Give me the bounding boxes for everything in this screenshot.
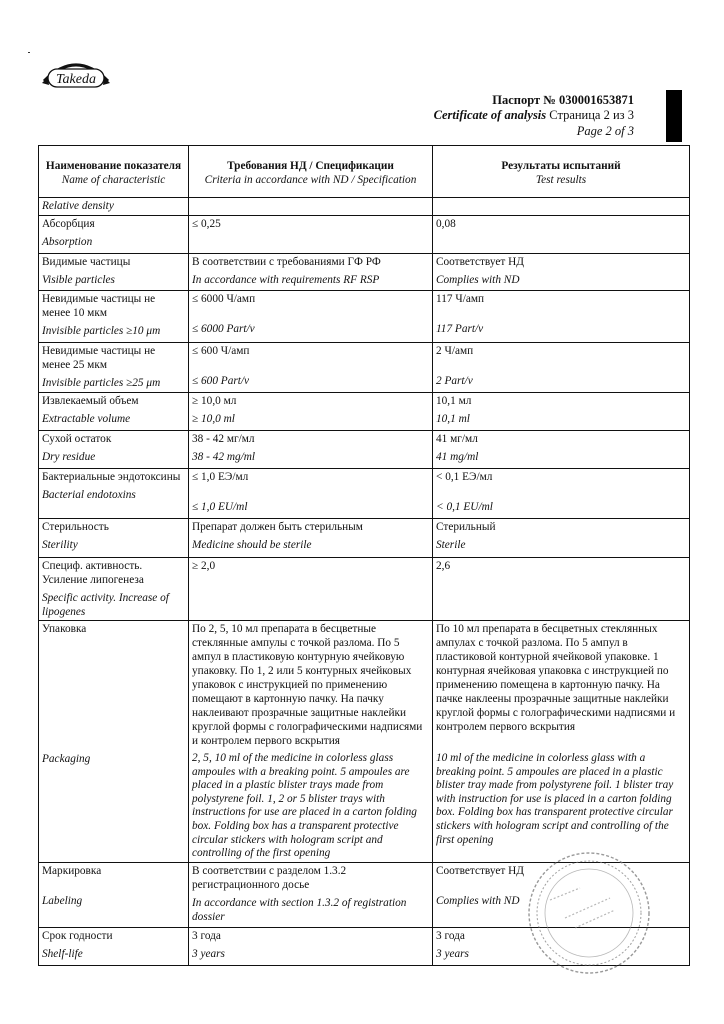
name-ru: Абсорбция: [42, 218, 95, 230]
header-name: [39, 146, 189, 198]
result-ru: 0,08: [436, 218, 456, 230]
result-ru: Соответствует НД: [436, 256, 525, 268]
cell-result: [433, 863, 690, 928]
result-ru: Соответствует НД: [436, 865, 525, 877]
cell-spec: [189, 928, 433, 966]
name-ru: Невидимые частицы не менее 10 мкм: [42, 293, 156, 319]
cell-result: [433, 254, 690, 291]
name-en: Invisible particles ≥10 μm: [42, 325, 161, 337]
spec-ru: Препарат должен быть стерильным: [192, 521, 363, 533]
spec-ru: По 2, 5, 10 мл препарата в бесцветные стеклянные ампулы с точкой разлома. По 5 ампул в пластиковую контурную ячейковую упаковку. По 1, 2 или 5 контурных ячейковых упаковок с инструкцией по применению помещают в картонную пачку. На пачку наклеивают прозрачные защитные наклейки круглой формы с голографическими надписями и контролем первого вскрытия: [192, 623, 423, 747]
cell-spec: [189, 291, 433, 343]
cell-result: [433, 216, 690, 254]
name-ru: Бактериальные эндотоксины: [42, 471, 181, 483]
name-en: Shelf-life: [42, 948, 83, 960]
spec-ru: 38 - 42 мг/мл: [192, 433, 255, 445]
cell-name: [39, 621, 189, 863]
header-name-en: Name of characteristic: [61, 174, 166, 186]
name-en: Specific activity. Increase of lipogenes: [42, 592, 169, 618]
cell-spec: [189, 198, 433, 216]
header-result-ru: Результаты испытаний: [501, 160, 621, 172]
table-row: [39, 558, 690, 621]
table-row: [39, 198, 690, 216]
spec-ru: ≤ 1,0 ЕЭ/мл: [192, 471, 249, 483]
spec-ru: В соответствии с разделом 1.3.2 регистрационного досье: [192, 865, 347, 891]
table-row: [39, 621, 690, 863]
spec-en: Medicine should be sterile: [192, 539, 312, 551]
name-en: Extractable volume: [42, 413, 131, 425]
scan-speck: [28, 52, 30, 53]
spec-en: 2, 5, 10 ml of the medicine in colorless glass ampoules with a breaking point. 5 ampoules are placed in a plastic blister trays made from polystyrene foil. 1, 2 or 5 blister trays with instructions for use are placed in a carton folding box. Folding box has a transparent protective circular stickers with hologram script and controlling of the first opening: [192, 752, 417, 860]
header-result-en: Test results: [535, 174, 587, 186]
result-ru: По 10 мл препарата в бесцветных стеклянных ампулах с точкой разлома. По 5 ампул в пластиковой контурной ячейковой упаковке. 1 контурная ячейковая упаковка с инструкцией по применению помещена в картонную пачку. На пачке наклеены прозрачные защитные наклейки круглой формы с голографическими надписями и контролем первого вскрытия: [436, 623, 676, 733]
table-row: [39, 519, 690, 558]
result-ru: 117 Ч/амп: [436, 293, 485, 305]
spec-en: ≤ 6000 Part/v: [192, 323, 255, 335]
spec-ru: ≤ 0,25: [192, 218, 221, 230]
cell-spec: [189, 254, 433, 291]
cell-name: [39, 254, 189, 291]
spec-en: ≤ 600 Part/v: [192, 375, 250, 387]
header-spec-ru: Требования НД / Спецификации: [227, 160, 394, 172]
spec-ru: В соответствии с требованиями ГФ РФ: [192, 256, 381, 268]
result-en: 41 mg/ml: [436, 451, 479, 463]
spec-en: In accordance with requirements RF RSP: [192, 274, 380, 286]
cell-spec: [189, 863, 433, 928]
header-spec: [189, 146, 433, 198]
table-row: [39, 469, 690, 519]
spec-ru: 3 года: [192, 930, 221, 942]
result-ru: Стерильный: [436, 521, 496, 533]
name-ru: Специф. активность. Усиление липогенеза: [42, 560, 144, 586]
header-result: [433, 146, 690, 198]
cell-result: [433, 198, 690, 216]
table-row: [39, 928, 690, 966]
result-en: Complies with ND: [436, 274, 520, 286]
cell-name: [39, 469, 189, 519]
name-en: Invisible particles ≥25 μm: [42, 377, 161, 389]
header-spec-en: Criteria in accordance with ND / Specification: [204, 174, 417, 186]
cell-name: [39, 291, 189, 343]
result-ru: 41 мг/мл: [436, 433, 478, 445]
cell-spec: [189, 621, 433, 863]
name-ru: Невидимые частицы не менее 25 мкм: [42, 345, 156, 371]
cell-result: [433, 928, 690, 966]
result-en: 10,1 ml: [436, 413, 470, 425]
page-en: Page 2 of 3: [576, 124, 634, 138]
cell-result: [433, 291, 690, 343]
cell-name: [39, 558, 189, 621]
scan-marker-bar: [666, 90, 682, 142]
cell-spec: [189, 343, 433, 393]
cell-spec: [189, 393, 433, 431]
cell-result: [433, 519, 690, 558]
result-en: < 0,1 EU/ml: [436, 501, 493, 513]
spec-ru: ≤ 600 Ч/амп: [192, 345, 250, 357]
name-en: Labeling: [42, 895, 83, 907]
table-row: [39, 291, 690, 343]
cell-spec: [189, 431, 433, 469]
result-ru: 2,6: [436, 560, 451, 572]
result-ru: < 0,1 ЕЭ/мл: [436, 471, 493, 483]
result-en: 117 Part/v: [436, 323, 484, 335]
cell-spec: [189, 216, 433, 254]
passport-number: Паспорт № 030001653871: [492, 93, 634, 107]
cell-spec: [189, 558, 433, 621]
table-row: [39, 343, 690, 393]
table-row: [39, 254, 690, 291]
name-en: Bacterial endotoxins: [42, 489, 136, 501]
cell-result: [433, 343, 690, 393]
table-row: [39, 863, 690, 928]
table-row: [39, 431, 690, 469]
name-ru: Видимые частицы: [42, 256, 131, 268]
name-ru: Сухой остаток: [42, 433, 112, 445]
certificate-line: [434, 108, 634, 123]
cell-name: [39, 863, 189, 928]
name-ru: Стерильность: [42, 521, 109, 533]
name-en: Visible particles: [42, 274, 115, 286]
result-en: Sterile: [436, 539, 466, 551]
name-en: Packaging: [42, 753, 91, 765]
spec-ru: ≤ 6000 Ч/амп: [192, 293, 256, 305]
table-row: [39, 393, 690, 431]
cell-name: [39, 393, 189, 431]
name-ru: Маркировка: [42, 865, 102, 877]
result-en: 10 ml of the medicine in colorless glass with a breaking point. 5 ampoules are placed in a plastic blister tray made from polystyrene foil. 1 blister tray with instruction for use is placed in a carton folding box. Folding box has transparent protective circular stickers with hologram script and controlling of the first opening: [436, 752, 674, 846]
name-en: Sterility: [42, 539, 78, 551]
cell-spec: [189, 519, 433, 558]
header-name-ru: Наименование показателя: [45, 160, 182, 172]
spec-ru: ≥ 2,0: [192, 560, 216, 572]
certificate-label: Certificate of analysis: [433, 108, 547, 122]
spec-en: 38 - 42 mg/ml: [192, 451, 256, 463]
result-en: 2 Part/v: [436, 375, 473, 387]
result-ru: 10,1 мл: [436, 395, 472, 407]
name-ru: Упаковка: [42, 623, 87, 635]
result-ru: 2 Ч/амп: [436, 345, 474, 357]
spec-en: In accordance with section 1.3.2 of registration dossier: [192, 897, 407, 923]
logo-text: Takeda: [56, 72, 96, 87]
spec-en: ≤ 1,0 EU/ml: [192, 501, 248, 513]
result-ru: 3 года: [436, 930, 465, 942]
cell-name: [39, 343, 189, 393]
name-ru: Извлекаемый объем: [42, 395, 139, 407]
cell-name: [39, 519, 189, 558]
cell-name: [39, 216, 189, 254]
name-ru: Срок годности: [42, 930, 113, 942]
cell-name: [39, 198, 189, 216]
cell-spec: [189, 469, 433, 519]
cell-name: [39, 928, 189, 966]
page-ru: Страница 2 из 3: [549, 108, 634, 122]
spec-ru: ≥ 10,0 мл: [192, 395, 237, 407]
table-header-row: [39, 146, 690, 198]
result-en: 3 years: [436, 948, 469, 960]
cell-result: [433, 621, 690, 863]
result-en: Complies with ND: [436, 895, 520, 907]
cell-name: [39, 431, 189, 469]
name-en: Absorption: [42, 236, 93, 248]
cell-result: [433, 558, 690, 621]
certificate-table: [38, 145, 690, 966]
spec-en: ≥ 10,0 ml: [192, 413, 235, 425]
cell-result: [433, 469, 690, 519]
table-row: [39, 216, 690, 254]
takeda-logo: [40, 55, 112, 89]
cell-result: [433, 393, 690, 431]
name-en: Dry residue: [42, 451, 96, 463]
name-en: Relative density: [42, 200, 114, 212]
cell-result: [433, 431, 690, 469]
spec-en: 3 years: [192, 948, 225, 960]
